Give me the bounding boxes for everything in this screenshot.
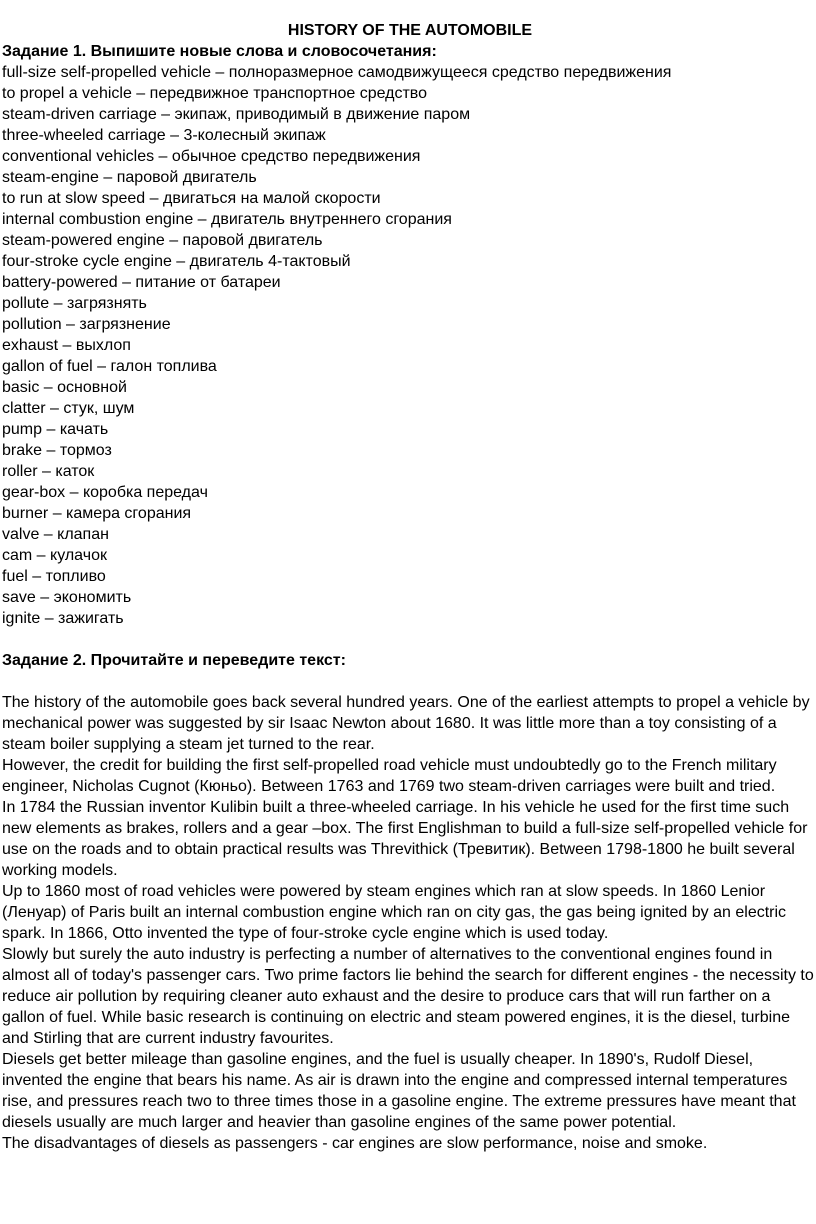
vocab-item: pollute – загрязнять	[2, 295, 147, 312]
vocab-item: burner – камера сгорания	[2, 505, 192, 522]
paragraph: However, the credit for building the first self-propelled road vehicle must undoubtedly go to the French military engineer, Nicholas Cugnot (Кюньо). Between 1763 and 1769 two steam-driven carriages were built and tried.	[2, 757, 777, 795]
vocab-item: cam – кулачок	[2, 547, 107, 564]
vocab-item: conventional vehicles – обычное средство передвижения	[2, 148, 421, 165]
spacer	[0, 629, 816, 650]
vocab-item: brake – тормоз	[2, 442, 112, 459]
task2-heading: Задание 2. Прочитайте и переведите текст:	[2, 652, 346, 669]
document-title: HISTORY OF THE AUTOMOBILE	[287, 22, 533, 39]
vocab-item: gallon of fuel – галон топлива	[2, 358, 217, 375]
vocab-item: gear-box – коробка передач	[2, 484, 208, 501]
vocab-item: ignite – зажигать	[2, 610, 124, 627]
vocab-item: roller – каток	[2, 463, 95, 480]
document-page	[0, 20, 816, 1154]
vocab-item: steam-engine – паровой двигатель	[2, 169, 257, 186]
vocab-item: pump – качать	[2, 421, 109, 438]
vocab-item: internal combustion engine – двигатель внутреннего сгорания	[2, 211, 452, 228]
paragraph: Up to 1860 most of road vehicles were powered by steam engines which ran at slow speeds. In 1860 Lenior (Ленуар) of Paris built an internal combustion engine which ran on city gas, the gas being ignited by an electric spark. In 1866, Otto invented the type of four-stroke cycle engine which is used today.	[2, 883, 787, 942]
vocab-item: basic – основной	[2, 379, 127, 396]
paragraph: The history of the automobile goes back several hundred years. One of the earliest attempts to propel a vehicle by mechanical power was suggested by sir Isaac Newton about 1680. It was little more than a toy consisting of a steam boiler supplying a steam jet turned to the rear.	[2, 694, 810, 753]
vocab-item: exhaust – выхлоп	[2, 337, 131, 354]
paragraph: Diesels get better mileage than gasoline engines, and the fuel is usually cheaper. In 1890's, Rudolf Diesel, invented the engine that bears his name. As air is drawn into the engine and compressed internal temperatures rise, and pressures reach two to three times those in a gasoline engine. The extreme pressures have meant that diesels usually are much larger and heavier than gasoline engines of the same power potential.	[2, 1051, 796, 1131]
vocab-item: valve – клапан	[2, 526, 109, 543]
vocab-item: clatter – стук, шум	[2, 400, 135, 417]
vocab-item: battery-powered – питание от батареи	[2, 274, 281, 291]
vocab-item: to propel a vehicle – передвижное транспортное средство	[2, 85, 428, 102]
vocab-item: to run at slow speed – двигаться на малой скорости	[2, 190, 381, 207]
reading-text	[0, 692, 814, 1154]
paragraph: Slowly but surely the auto industry is perfecting a number of alternatives to the conventional engines found in almost all of today's passenger cars. Two prime factors lie behind the search for different engines - the necessity to reduce air pollution by requiring cleaner auto exhaust and the desire to produce cars that will run farther on a gallon of fuel. While basic research is continuing on electric and steam powered engines, it is the diesel, turbine and Stirling that are current industry favourites.	[2, 946, 814, 1047]
vocab-item: full-size self-propelled vehicle – полноразмерное самодвижущееся средство передвижения	[2, 64, 672, 81]
vocab-item: three-wheeled carriage – 3-колесный экипаж	[2, 127, 326, 144]
spacer	[0, 671, 816, 692]
vocabulary-list	[0, 62, 816, 629]
paragraph: The disadvantages of diesels as passengers - car engines are slow performance, noise and smoke.	[2, 1135, 708, 1152]
vocab-item: fuel – топливо	[2, 568, 106, 585]
vocab-item: save – экономить	[2, 589, 132, 606]
task1-heading: Задание 1. Выпишите новые слова и словосочетания:	[2, 43, 437, 60]
vocab-item: steam-driven carriage – экипаж, приводимый в движение паром	[2, 106, 471, 123]
vocab-item: four-stroke cycle engine – двигатель 4-тактовый	[2, 253, 351, 270]
paragraph: In 1784 the Russian inventor Kulibin built a three-wheeled carriage. In his vehicle he used for the first time such new elements as brakes, rollers and a gear –box. The first Englishman to build a full-size self-propelled vehicle for use on the roads and to obtain practical results was Threvithick (Тревитик). Between 1798-1800 he built several working models.	[2, 799, 808, 879]
vocab-item: pollution – загрязнение	[2, 316, 171, 333]
vocab-item: steam-powered engine – паровой двигатель	[2, 232, 323, 249]
